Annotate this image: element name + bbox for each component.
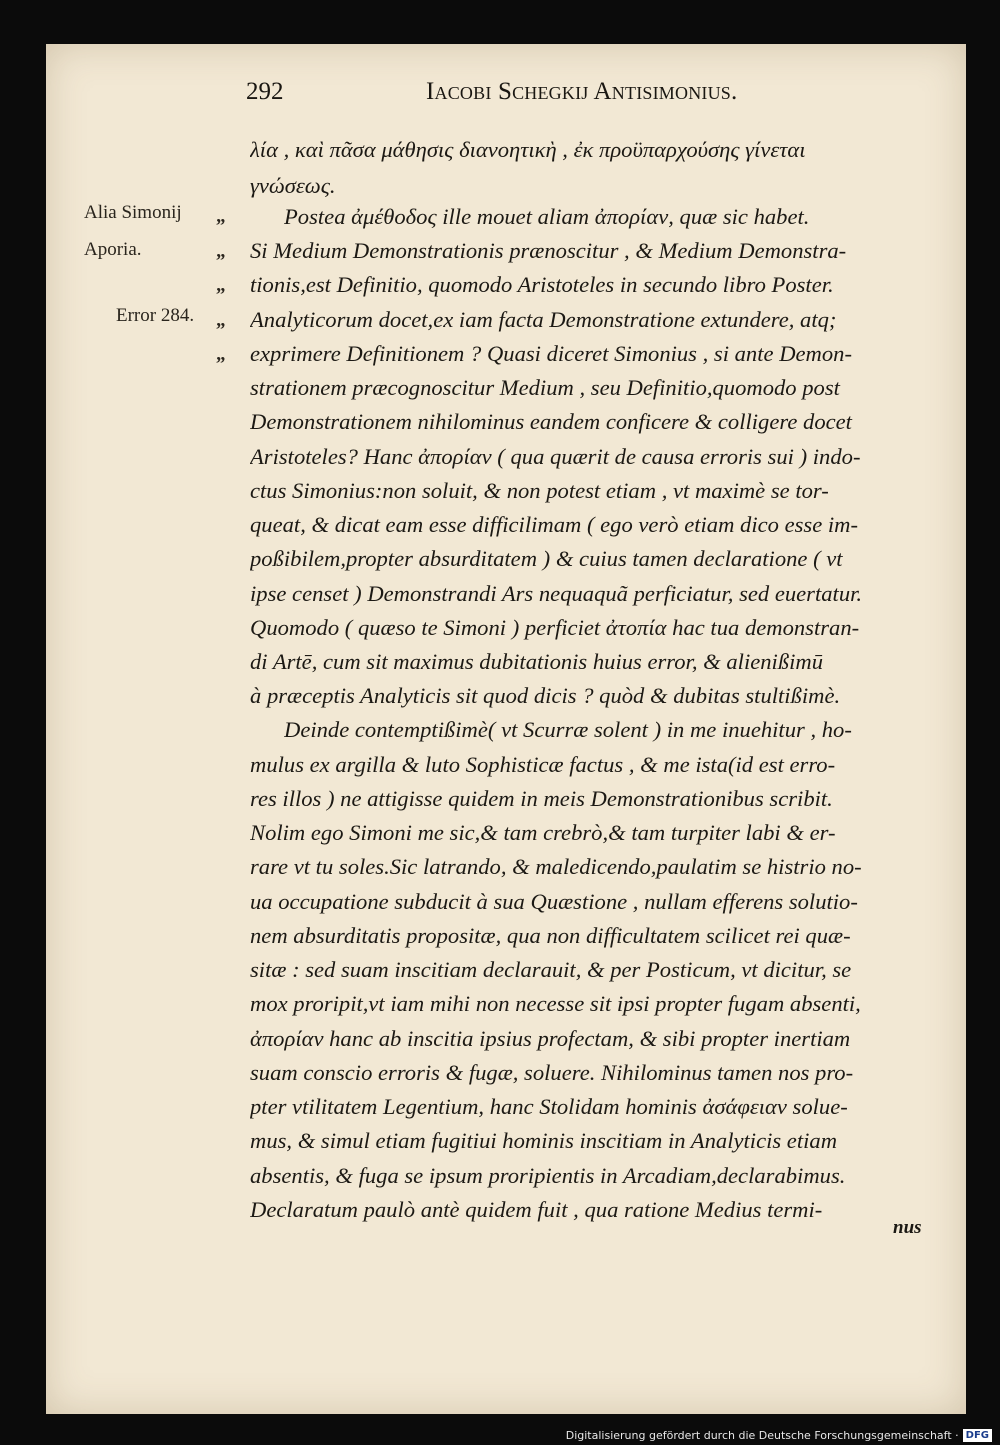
quote-mark: „ (216, 310, 226, 331)
text-line: à præceptis Analyticis sit quod dicis ? quòd & dubitas stultißimè. (250, 683, 841, 708)
text-line: ipse censet ) Demonstrandi Ars nequaquã perficiatur, sed euertatur. (250, 581, 863, 606)
text-line: absentis, & fuga se ipsum proripientis in Arcadiam,declarabimus. (250, 1163, 846, 1188)
text-line: ἀπορίαν hanc ab inscitia ipsius profectam, & sibi propter inertiam (250, 1026, 851, 1051)
text-line: Analyticorum docet,ex iam facta Demonstratione extundere, atq; (250, 307, 837, 332)
text-line: queat, & dicat eam esse difficilimam ( ego verò etiam dico esse im- (250, 512, 859, 537)
text-line: Deinde contemptißimè( vt Scurræ solent ) in me inuehitur , ho- (284, 717, 852, 742)
text-line: strationem præcognoscitur Medium , seu Definitio,quomodo post (250, 375, 840, 400)
digitization-footer (0, 1425, 1000, 1445)
footer-credit: Digitalisierung gefördert durch die Deutsche Forschungsgemeinschaft · (565, 1428, 959, 1442)
text-line: Quomodo ( quæso te Simoni ) perficiet ἀτοπία hac tua demonstran- (250, 615, 860, 640)
text-line: Declaratum paulò antè quidem fuit , qua ratione Medius termi- (250, 1197, 823, 1222)
quote-mark: „ (216, 241, 226, 262)
text-line: pter vtilitatem Legentium, hanc Stolidam hominis ἀσάφειαν solue- (250, 1094, 848, 1119)
text-line: γνώσεως. (250, 173, 336, 198)
marginal-note-aporia: Aporia. (84, 239, 142, 260)
text-line: mus, & simul etiam fugitiui hominis inscitiam in Analyticis etiam (250, 1128, 838, 1153)
text-line: sitæ : sed suam inscitiam declarauit, & per Posticum, vt dicitur, se (250, 957, 852, 982)
text-line: Demonstrationem nihilominus eandem conficere & colligere docet (250, 409, 852, 434)
quote-mark: „ (216, 206, 226, 227)
text-line: ua occupatione subducit à sua Quæstione , nullam efferens solutio- (250, 889, 858, 914)
text-line: poßibilem,propter absurditatem ) & cuius tamen declaratione ( vt (250, 546, 843, 571)
page-header (246, 78, 960, 118)
text-line: rare vt tu soles.Sic latrando, & maledicendo,paulatim se histrio no- (250, 854, 862, 879)
quote-mark: „ (216, 275, 226, 296)
text-line: nem absurditatis propositæ, qua non difficultatem scilicet rei quæ- (250, 923, 851, 948)
page-number: 292 (246, 78, 284, 105)
running-title: Iacobi Schegkij Antisimonius. (426, 78, 738, 105)
text-line: di Artē, cum sit maximus dubitationis huius error, & alienißimū (250, 649, 824, 674)
text-line: Si Medium Demonstrationis prænoscitur , & Medium Demonstra- (250, 238, 847, 263)
catchword: nus (893, 1217, 922, 1238)
text-line: ctus Simonius:non soluit, & non potest etiam , vt maximè se tor- (250, 478, 829, 503)
text-line: Nolim ego Simoni me sic,& tam crebrò,& tam turpiter labi & er- (250, 820, 836, 845)
dfg-logo-icon: DFG (963, 1429, 992, 1442)
text-line: suam conscio erroris & fugæ, soluere. Nihilominus tamen nos pro- (250, 1060, 854, 1085)
quote-mark: „ (216, 344, 226, 365)
text-line: res illos ) ne attigisse quidem in meis Demonstrationibus scribit. (250, 786, 833, 811)
marginal-note-alia-simonij: Alia Simonij (84, 202, 182, 223)
text-line: tionis,est Definitio, quomodo Aristoteles in secundo libro Poster. (250, 272, 834, 297)
text-line: mox proripit,vt iam mihi non necesse sit ipsi propter fugam absenti, (250, 991, 861, 1016)
text-line: exprimere Definitionem ? Quasi diceret Simonius , si ante Demon- (250, 341, 852, 366)
marginal-note-error: Error 284. (116, 305, 195, 326)
text-line: λία , καὶ πᾶσα μάθησις διανοητικὴ , ἐκ προϋπαρχούσης γίνεται (250, 137, 806, 162)
text-line: mulus ex argilla & luto Sophisticæ factus , & me ista(id est erro- (250, 752, 836, 777)
text-line: Aristoteles? Hanc ἀπορίαν ( qua quærit de causa erroris sui ) indo- (250, 444, 861, 469)
text-line: Postea ἀμέθοδος ille mouet aliam ἀπορίαν, quæ sic habet. (284, 204, 810, 229)
